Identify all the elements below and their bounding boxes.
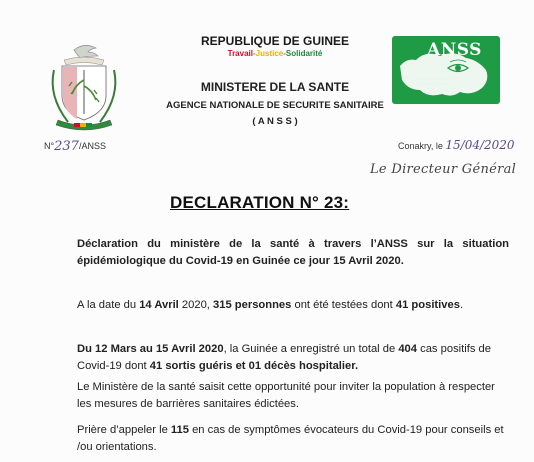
republic-heading: REPUBLIQUE DE GUINEE — [200, 34, 350, 48]
intro-paragraph: Déclaration du ministère de la santé à travers l’ANSS sur la situation épidémiologique du Covid-19 en Guinée ce jour 15 Avril 2020. — [77, 238, 509, 267]
reference-suffix: /ANSS — [78, 141, 106, 151]
anss-logo — [392, 36, 500, 104]
director-title: Le Directeur Général — [370, 162, 517, 177]
ministry-heading: MINISTERE DE LA SANTE — [200, 80, 350, 94]
paragraph-tests: A la date du 14 Avril 2020, 315 personnes ont été testées dont 41 positives. — [77, 299, 464, 311]
motto-travail: Travail — [227, 49, 253, 58]
national-motto: Travail-Justice-Solidarité — [227, 49, 323, 58]
logo-subtitle: Agence Nationale de Sécurité Sanitaire — [418, 76, 456, 86]
motto-justice: Justice — [255, 49, 284, 58]
coat-of-arms-emblem — [44, 40, 124, 135]
date-handwritten: 15/04/2020 — [445, 138, 515, 152]
agency-acronym: ( A N S S ) — [252, 116, 298, 127]
reference-number — [44, 138, 106, 153]
reference-handwritten-number: 237 — [54, 139, 79, 154]
date-line — [398, 138, 515, 152]
date-place: Conakry, le — [398, 141, 443, 151]
reference-prefix: N° — [44, 141, 55, 151]
agency-heading: AGENCE NATIONALE DE SECURITE SANITAIRE — [166, 100, 384, 111]
motto-solidarite: Solidarité — [285, 49, 323, 58]
logo-title: ANSS — [427, 40, 482, 60]
paragraph-barrier-measures: Le Ministère de la santé saisit cette opportunité pour inviter la population à respecter les mesures de barrières sanitaires édictées. — [77, 381, 495, 410]
declaration-title: DECLARATION N° 23: — [170, 193, 350, 212]
paragraph-hotline: Prière d’appeler le 115 en cas de symptômes évocateurs du Covid-19 pour conseils et /ou orientations. — [77, 424, 504, 453]
paragraph-cumulative: Du 12 Mars au 15 Avril 2020, la Guinée a enregistré un total de 404 cas positifs de Covid-19 dont 41 sortis guéris et 01 décès hospitalier. — [77, 343, 491, 372]
